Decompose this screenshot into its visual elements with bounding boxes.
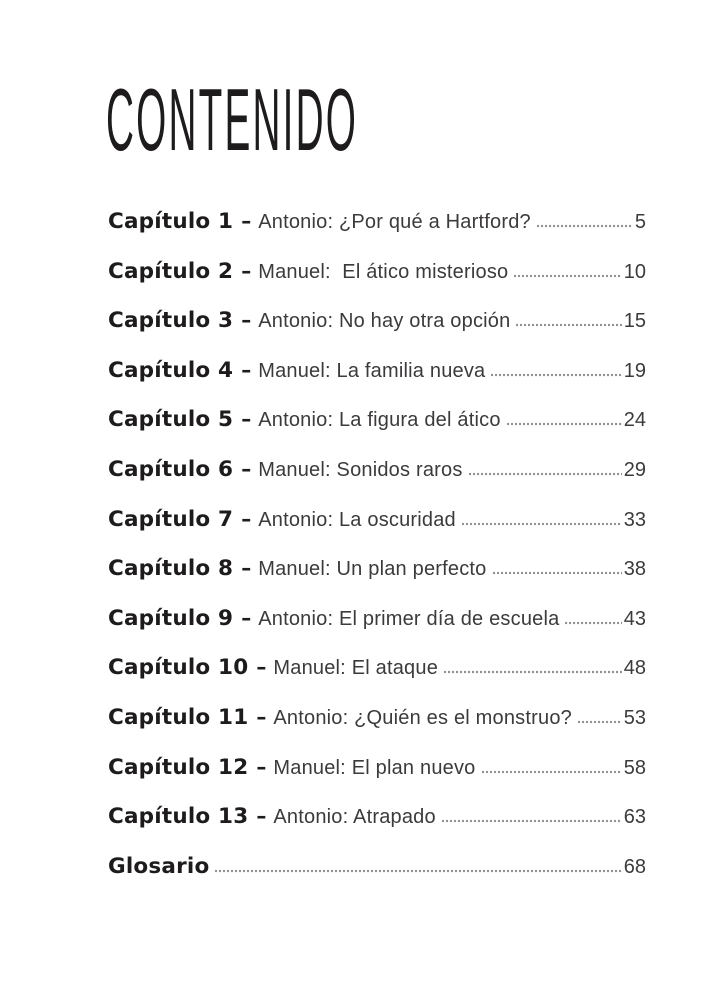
chapter-title: Manuel: El ataque: [273, 657, 439, 680]
chapter-title: Antonio: No hay otra opción: [258, 310, 511, 333]
toc-entry-4: [108, 356, 646, 406]
dotted-leader: [442, 819, 622, 823]
page-number: 29: [623, 458, 646, 481]
toc-entry-8: [108, 554, 646, 604]
toc-entry-11: [108, 703, 646, 753]
dotted-leader: [537, 224, 633, 228]
page-number: 24: [623, 409, 646, 432]
toc-entry-9: [108, 604, 646, 654]
chapter-label: Capítulo 5: [108, 407, 234, 433]
dash-separator: –: [241, 407, 252, 432]
dash-separator: –: [241, 556, 252, 581]
dash-separator: –: [241, 506, 252, 531]
glossary-label: Glosario: [108, 853, 210, 879]
dotted-leader: [444, 670, 622, 674]
chapter-label: Capítulo 3: [108, 308, 234, 334]
chapter-title: Antonio: La figura del ático: [258, 409, 501, 432]
chapter-title: Manuel: El ático misterioso: [258, 260, 509, 283]
dash-separator: –: [256, 655, 267, 680]
page-number: 38: [623, 558, 646, 581]
chapter-title: Manuel: El plan nuevo: [273, 756, 476, 779]
toc-entry-12: [108, 753, 646, 803]
chapter-title: Manuel: Sonidos raros: [258, 458, 463, 481]
dash-separator: –: [241, 258, 252, 283]
dash-separator: –: [241, 209, 252, 233]
chapter-label: Capítulo 12: [108, 754, 249, 780]
dash-separator: –: [241, 605, 252, 630]
page-number: 5: [634, 211, 646, 233]
chapter-title: Antonio: ¿Quién es el monstruo?: [273, 706, 572, 729]
dash-separator: –: [241, 456, 252, 481]
dotted-leader: [507, 422, 622, 426]
page-number: 15: [623, 310, 646, 333]
toc-entry-3: [108, 306, 646, 356]
page-number: 33: [623, 508, 646, 531]
chapter-label: Capítulo 13: [108, 804, 249, 830]
dash-separator: –: [256, 804, 267, 829]
dotted-leader: [482, 770, 622, 774]
chapter-title: Manuel: La familia nueva: [258, 359, 486, 382]
toc-entry-5: [108, 405, 646, 455]
dotted-leader: [493, 571, 622, 575]
toc-entry-6: [108, 455, 646, 505]
chapter-label: Capítulo 8: [108, 556, 234, 582]
chapter-label: Capítulo 2: [108, 258, 234, 284]
chapter-title: Antonio: La oscuridad: [258, 508, 456, 531]
page-number: 68: [623, 855, 646, 878]
toc-entry-1: [108, 207, 646, 257]
chapter-label: Capítulo 4: [108, 357, 234, 383]
dash-separator: –: [241, 357, 252, 382]
page-number: 43: [623, 607, 646, 630]
page-number: 10: [623, 260, 646, 283]
page-number: 63: [623, 806, 646, 829]
chapter-title: Manuel: Un plan perfecto: [258, 558, 487, 581]
table-of-contents: [108, 207, 646, 901]
dotted-leader: [491, 373, 621, 377]
toc-entry-10: [108, 653, 646, 703]
chapter-label: Capítulo 9: [108, 605, 234, 631]
chapter-label: Capítulo 6: [108, 456, 234, 482]
page-number: 53: [623, 706, 646, 729]
dotted-leader: [516, 323, 621, 327]
chapter-label: Capítulo 11: [108, 704, 249, 730]
dotted-leader: [565, 621, 621, 625]
chapter-title: Antonio: ¿Por qué a Hartford?: [258, 211, 531, 233]
chapter-label: Capítulo 1: [108, 209, 234, 234]
chapter-title: Antonio: Atrapado: [273, 806, 436, 829]
toc-entry-13: [108, 802, 646, 852]
dash-separator: –: [241, 308, 252, 333]
dotted-leader: [462, 522, 622, 526]
chapter-label: Capítulo 7: [108, 506, 234, 532]
chapter-title: Antonio: El primer día de escuela: [258, 607, 560, 630]
contents-title: CONTENIDO: [106, 70, 359, 169]
toc-entry-glosario: [108, 852, 646, 902]
dotted-leader: [578, 720, 622, 724]
dash-separator: –: [256, 704, 267, 729]
toc-entry-7: [108, 505, 646, 555]
dotted-leader: [514, 274, 621, 278]
toc-entry-2: [108, 257, 646, 307]
page-number: 48: [623, 657, 646, 680]
page-number: 58: [623, 756, 646, 779]
page-number: 19: [623, 359, 646, 382]
dash-separator: –: [256, 754, 267, 779]
dotted-leader: [469, 472, 622, 476]
dotted-leader: [215, 869, 621, 873]
chapter-label: Capítulo 10: [108, 655, 249, 681]
